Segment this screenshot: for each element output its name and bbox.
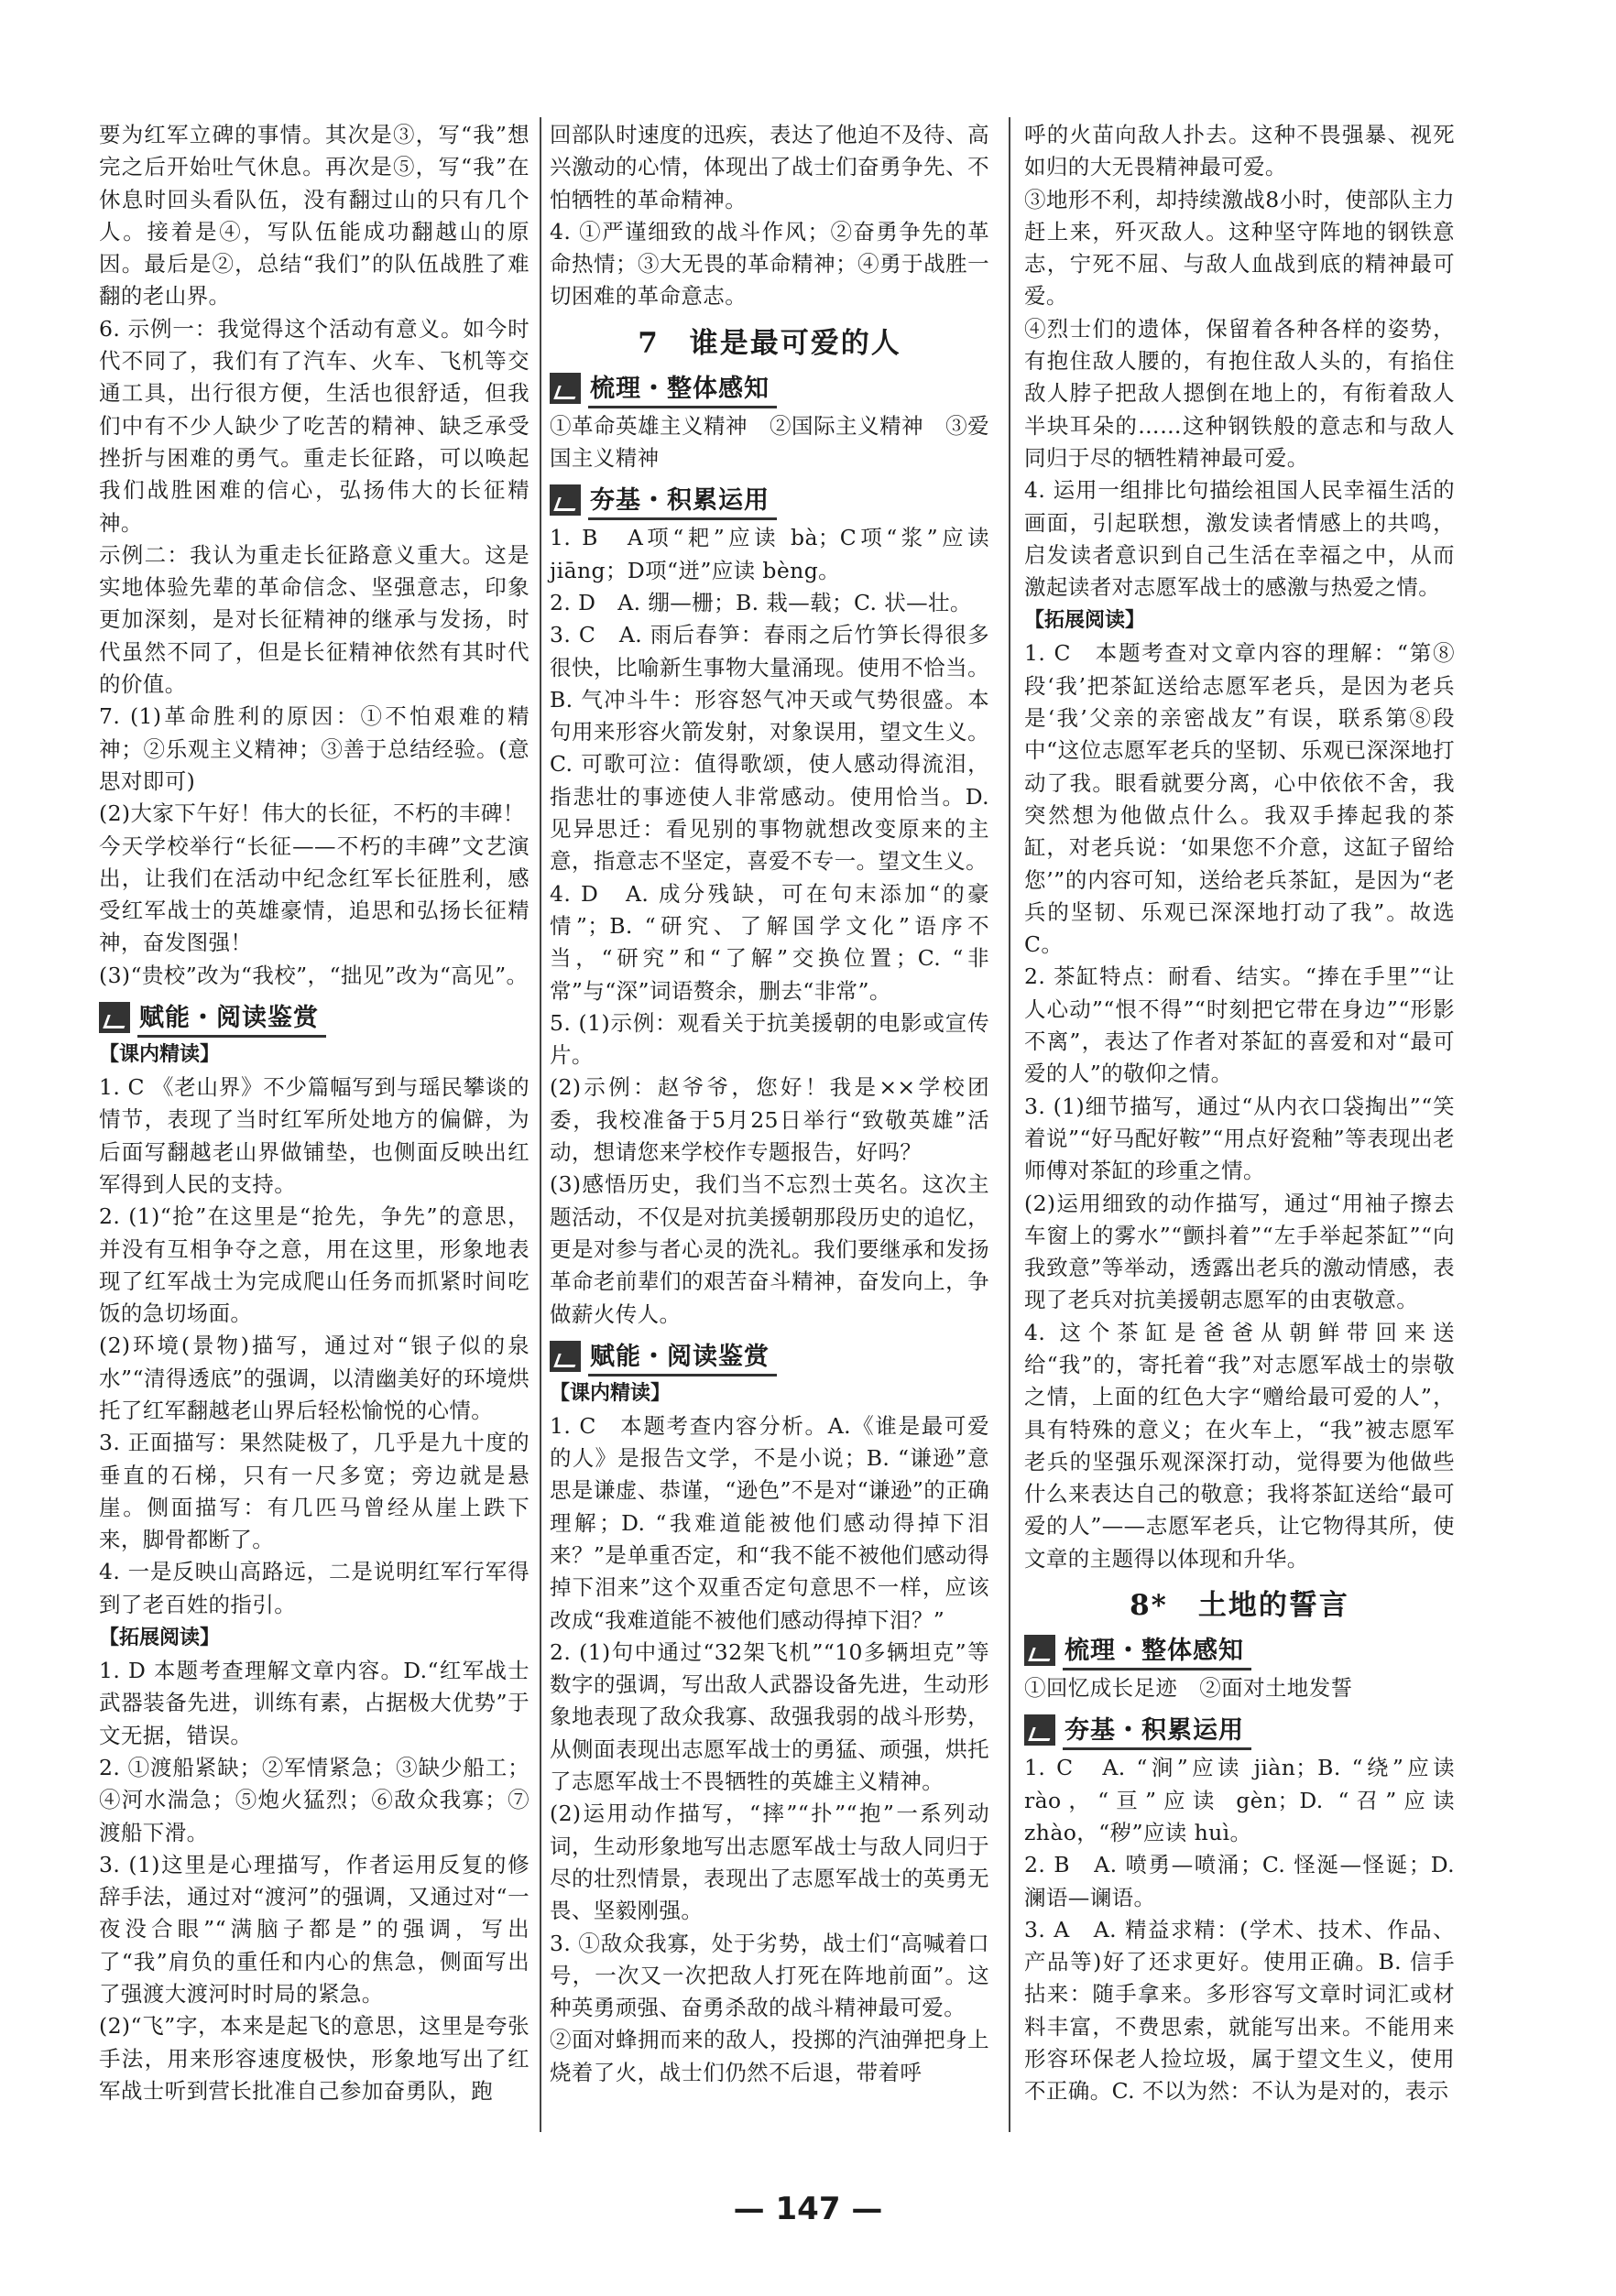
section-check-icon [550,484,581,516]
section-heading [1024,1632,1455,1669]
answer-paragraph: ①回忆成长足迹 ②面对土地发誓 [1024,1675,1353,1702]
answer-paragraph: 3. 正面描写：果然陡极了，几乎是九十度的垂直的石梯，只有一尺多宽；旁边就是悬崖。侧面描写：有几匹马曾经从崖上跌下来，脚骨都断了。 [99,1430,530,1553]
answer-paragraph: 要为红军立碑的事情。其次是③，写“我”想完之后开始吐气休息。再次是⑤，写“我”在休息时回头看队伍，没有翻过山的只有几个人。接着是④，写队伍能成功翻越山的原因。最后是②，总结“我们”的队伍战胜了难翻的老山界。 [99,122,530,310]
answer-paragraph: 6. 示例一：我觉得这个活动有意义。如今时代不同了，我们有了汽车、火车、飞机等交通工具，出行很方便，生活也很舒适，但我们中有不少人缺少了吃苦的精神、缺乏承受挫折与困难的勇气。重走长征路，可以唤起我们战胜困难的信心，弘扬伟大的长征精神。 [99,315,530,536]
section-check-icon [550,373,581,404]
answer-paragraph: (2)示例：赵爷爷，您好！我是××学校团委，我校准备于5月25日举行“致敬英雄”活动，想请您来学校作专题报告，好吗？ [550,1074,989,1166]
answer-paragraph: 2. B A. 喷勇—喷涌；C. 怪涎—怪诞；D. 澜语—谰语。 [1024,1852,1455,1910]
answer-paragraph: ①革命英雄主义精神 ②国际主义精神 ③爱国主义精神 [550,412,989,472]
answer-paragraph: 3. (1)这里是心理描写，作者运用反复的修辞手法，通过对“渡河”的强调，又通过对“一夜没合眼”“满脑子都是”的强调，写出了“我”肩负的重任和内心的焦急，侧面写出了强渡大渡河时时局的紧急。 [99,1851,530,2008]
answer-paragraph: 1. D 本题考查理解文章内容。D.“红军战士武器装备先进，训练有素，占据极大优势”于文无据，错误。 [99,1658,530,1748]
answer-paragraph: 今天学校举行“长征——不朽的丰碑”文艺演出，让我们在活动中纪念红军长征胜利，感受红军战士的英雄豪情，追思和弘扬长征精神，奋发图强！ [99,832,530,956]
answer-paragraph: (3)“贵校”改为“我校”，“拙见”改为“高见”。 [99,962,529,988]
section-title: 夯基・积累运用 [588,480,777,520]
answer-paragraph: 3. (1)细节描写，通过“从内衣口袋掏出”“笑着说”“好马配好鞍”“用点好瓷釉”等表现出老师傅对茶缸的珍重之情。 [1024,1093,1455,1184]
answer-paragraph: 2. (1)句中通过“32架飞机”“10多辆坦克”等数字的强调，写出敌人武器设备先进，生动形象地表现了敌众我寡、敌强我弱的战斗形势，从侧面表现出志愿军战士的勇猛、顽强，烘托了志愿军战士不畏牺牲的英雄主义精神。 [550,1638,989,1795]
section-check-icon [99,1002,130,1033]
chapter-title: 7 谁是最可爱的人 [638,326,901,360]
answer-paragraph: (2)“飞”字，本来是起飞的意思，这里是夸张手法，用来形容速度极快，形象地写出了红军战士听到营长批准自己参加奋勇队，跑 [99,2013,530,2104]
section-title: 赋能・阅读鉴赏 [588,1336,777,1377]
page-number: — 147 — [733,2191,883,2227]
answer-paragraph: (2)运用动作描写，“摔”“扑”“抱”一系列动词，生动形象地写出志愿军战士与敌人同归于尽的壮烈情景，表现出了志愿军战士的英勇无畏、坚毅刚强。 [550,1801,989,1924]
column-divider [1009,117,1010,2132]
section-title: 赋能・阅读鉴赏 [137,997,326,1038]
answer-paragraph: 1. C 《老山界》不少篇幅写到与瑶民攀谈的情节，表现了当时红军所处地方的偏僻，为后面写翻越老山界做铺垫，也侧面反映出红军得到人民的支持。 [99,1074,530,1197]
section-heading [550,1338,989,1375]
answer-paragraph: 1. B A项“耙”应读 bà；C项“浆”应读 jiāng；D项“迸”应读 bèng。 [550,525,989,583]
answer-paragraph: 3. A A. 精益求精：(学术、技术、作品、产品等)好了还求更好。使用正确。B. 信手拈来：随手拿来。多形容写文章时词汇或材料丰富，不费思索，就能写出来。不能用来形容环保老人捡垃圾，属于望文生义，使用不正确。C. 不以为然：不认为是对的，表示 [1024,1916,1455,2105]
answer-paragraph: 示例二：我认为重走长征路意义重大。这是实地体验先辈的革命信念、坚强意志，印象更加深刻，是对长征精神的继承与发扬，时代虽然不同了，但是长征精神依然有其时代的价值。 [99,541,530,698]
section-heading [99,999,530,1036]
section-heading [550,482,989,518]
column-divider [540,117,541,2132]
answer-paragraph: (2)运用细致的动作描写，通过“用袖子擦去车窗上的雾水”“颤抖着”“左手举起茶缸”“向我致意”等举动，透露出老兵的激动情感，表现了老兵对抗美援朝志愿军的由衷敬意。 [1024,1190,1455,1313]
answer-paragraph: 2. (1)“抢”在这里是“抢先，争先”的意思，并没有互相争夺之意，用在这里，形象地表现了红军战士为完成爬山任务而抓紧时间吃饭的急切场面。 [99,1203,530,1327]
answer-paragraph: 2. 茶缸特点：耐看、结实。“捧在手里”“让人心动”“恨不得”“时刻把它带在身边”“形影不离”，表达了作者对茶缸的喜爱和对“最可爱的人”的敬仰之情。 [1024,963,1455,1087]
section-title: 梳理・整体感知 [1063,1630,1251,1670]
answer-paragraph: 3. C A. 雨后春笋：春雨之后竹笋长得很多很快，比喻新生事物大量涌现。使用不恰当。B. 气冲斗牛：形容怒气冲天或气势很盛。本句用来形容火箭发射，对象误用，望文生义。C. 可歌可泣：值得歌颂，使人感动得流泪，指悲壮的事迹使人非常感动。使用恰当。D. 见异思迁：看见别的事物就想改变原来的主意，指意志不坚定，喜爱不专一。望文生义。 [550,622,989,875]
answer-paragraph: (3)感悟历史，我们当不忘烈士英名。这次主题活动，不仅是对抗美援朝那段历史的追忆，更是对参与者心灵的洗礼。我们要继承和发扬革命老前辈们的艰苦奋斗精神，奋发向上，争做薪火传人。 [550,1171,989,1327]
answer-paragraph: 呼的火苗向敌人扑去。这种不畏强暴、视死如归的大无畏精神最可爱。 [1024,122,1455,180]
section-heading [550,370,989,407]
answer-paragraph: 1. C A. “涧”应读 jiàn；B. “绕”应读 rào，“亘”应读 gèn；D. “召”应读 zhào，“秽”应读 huì。 [1024,1755,1455,1845]
section-title: 夯基・积累运用 [1063,1710,1251,1750]
answer-paragraph: 2. D A. 绷—栅；B. 栽—载；C. 状—壮。 [550,589,972,615]
subsection-label: 【拓展阅读】 [99,1627,221,1650]
column-right [1024,119,1455,2108]
section-title: 梳理・整体感知 [588,368,777,408]
chapter-title: 8* 土地的誓言 [1130,1589,1349,1623]
answer-paragraph: (2)大家下午好！伟大的长征，不朽的丰碑！ [99,800,525,827]
section-check-icon [550,1341,581,1372]
answer-paragraph: (2)环境(景物)描写，通过对“银子似的泉水”“清得透底”的强调，以清幽美好的环境烘托了红军翻越老山界后轻松愉悦的心情。 [99,1333,530,1423]
answer-paragraph: 4. D A. 成分残缺，可在句末添加“的豪情”；B. “研究、了解国学文化”语序不当，“研究”和“了解”交换位置；C. “非常”与“深”词语赘余，删去“非常”。 [550,880,989,1004]
column-middle [550,119,989,2089]
answer-paragraph: ②面对蜂拥而来的敌人，投掷的汽油弹把身上烧着了火，战士们仍然不后退，带着呼 [550,2027,989,2085]
subsection-label: 【课内精读】 [550,1381,672,1405]
column-left [99,119,530,2107]
answer-paragraph: 回部队时速度的迅疾，表达了他迫不及待、高兴激动的心情，体现出了战士们奋勇争先、不怕牺牲的革命精神。 [550,122,989,212]
section-heading [1024,1712,1455,1748]
answer-paragraph: 7. (1)革命胜利的原因：①不怕艰难的精神；②乐观主义精神；③善于总结经验。(意思对即可) [99,703,530,794]
section-check-icon [1024,1635,1055,1666]
answer-paragraph: ③地形不利，却持续激战8小时，使部队主力赶上来，歼灭敌人。这种坚守阵地的钢铁意志，宁死不屈、与敌人血战到底的精神最可爱。 [1024,186,1455,310]
answer-paragraph: 4. 一是反映山高路远，二是说明红军行军得到了老百姓的指引。 [99,1559,530,1617]
answer-paragraph: 5. (1)示例：观看关于抗美援朝的电影或宣传片。 [550,1009,989,1069]
answer-paragraph: 1. C 本题考查内容分析。A.《谁是最可爱的人》是报告文学，不是小说；B. “谦逊”意思是谦虚、恭谨，“逊色”不是对“谦逊”的正确理解；D. “我难道能被他们感动得掉下泪来？”是单重否定，和“我不能不被他们感动得掉下泪来”这个双重否定句意思不一样，应该改成“我难道能不被他们感动得掉下泪？” [550,1412,989,1633]
subsection-label: 【课内精读】 [99,1043,221,1067]
answer-paragraph: ④烈士们的遗体，保留着各种各样的姿势，有抱住敌人腰的，有抱住敌人头的，有掐住敌人脖子把敌人摁倒在地上的，有衔着敌人半块耳朵的……这种钢铁般的意志和与敌人同归于尽的牺牲精神最可爱。 [1024,315,1455,471]
answer-paragraph: 4. 运用一组排比句描绘祖国人民幸福生活的画面，引起联想，激发读者情感上的共鸣，启发读者意识到自己生活在幸福之中，从而激起读者对志愿军战士的感激与热爱之情。 [1024,477,1455,601]
answer-paragraph: 2. ①渡船紧缺；②军情紧急；③缺少船工；④河水湍急；⑤炮火猛烈；⑥敌众我寡；⑦渡船下滑。 [99,1754,530,1845]
answer-paragraph: 4. 这个茶缸是爸爸从朝鲜带回来送给“我”的，寄托着“我”对志愿军战士的崇敬之情，上面的红色大字“赠给最可爱的人”，具有特殊的意义；在火车上，“我”被志愿军老兵的坚强乐观深深打动，觉得要为他做些什么来表达自己的敬意；我将茶缸送给“最可爱的人”——志愿军老兵，让它物得其所，使文章的主题得以体现和升华。 [1024,1319,1455,1572]
answer-paragraph: 4. ①严谨细致的战斗作风；②奋勇争先的革命热情；③大无畏的革命精神；④勇于战胜一切困难的革命意志。 [550,218,989,310]
section-check-icon [1024,1714,1055,1746]
answer-paragraph: 3. ①敌众我寡，处于劣势，战士们“高喊着口号，一次又一次把敌人打死在阵地前面”。这种英勇顽强、奋勇杀敌的战斗精神最可爱。 [550,1930,989,2021]
subsection-label: 【拓展阅读】 [1024,609,1146,633]
answer-paragraph: 1. C 本题考查对文章内容的理解：“第⑧段‘我’把茶缸送给志愿军老兵，是因为老兵是‘我’父亲的亲密战友”有误，联系第⑧段中“这位志愿军老兵的坚韧、乐观已深深地打动了我。眼看就要分离，心中依依不舍，我突然想为他做点什么。我双手捧起我的茶缸，对老兵说：‘如果您不介意，这缸子留给您’”的内容可知，送给老兵茶缸，是因为“老兵的坚韧、乐观已深深地打动了我”。故选C。 [1024,640,1455,958]
